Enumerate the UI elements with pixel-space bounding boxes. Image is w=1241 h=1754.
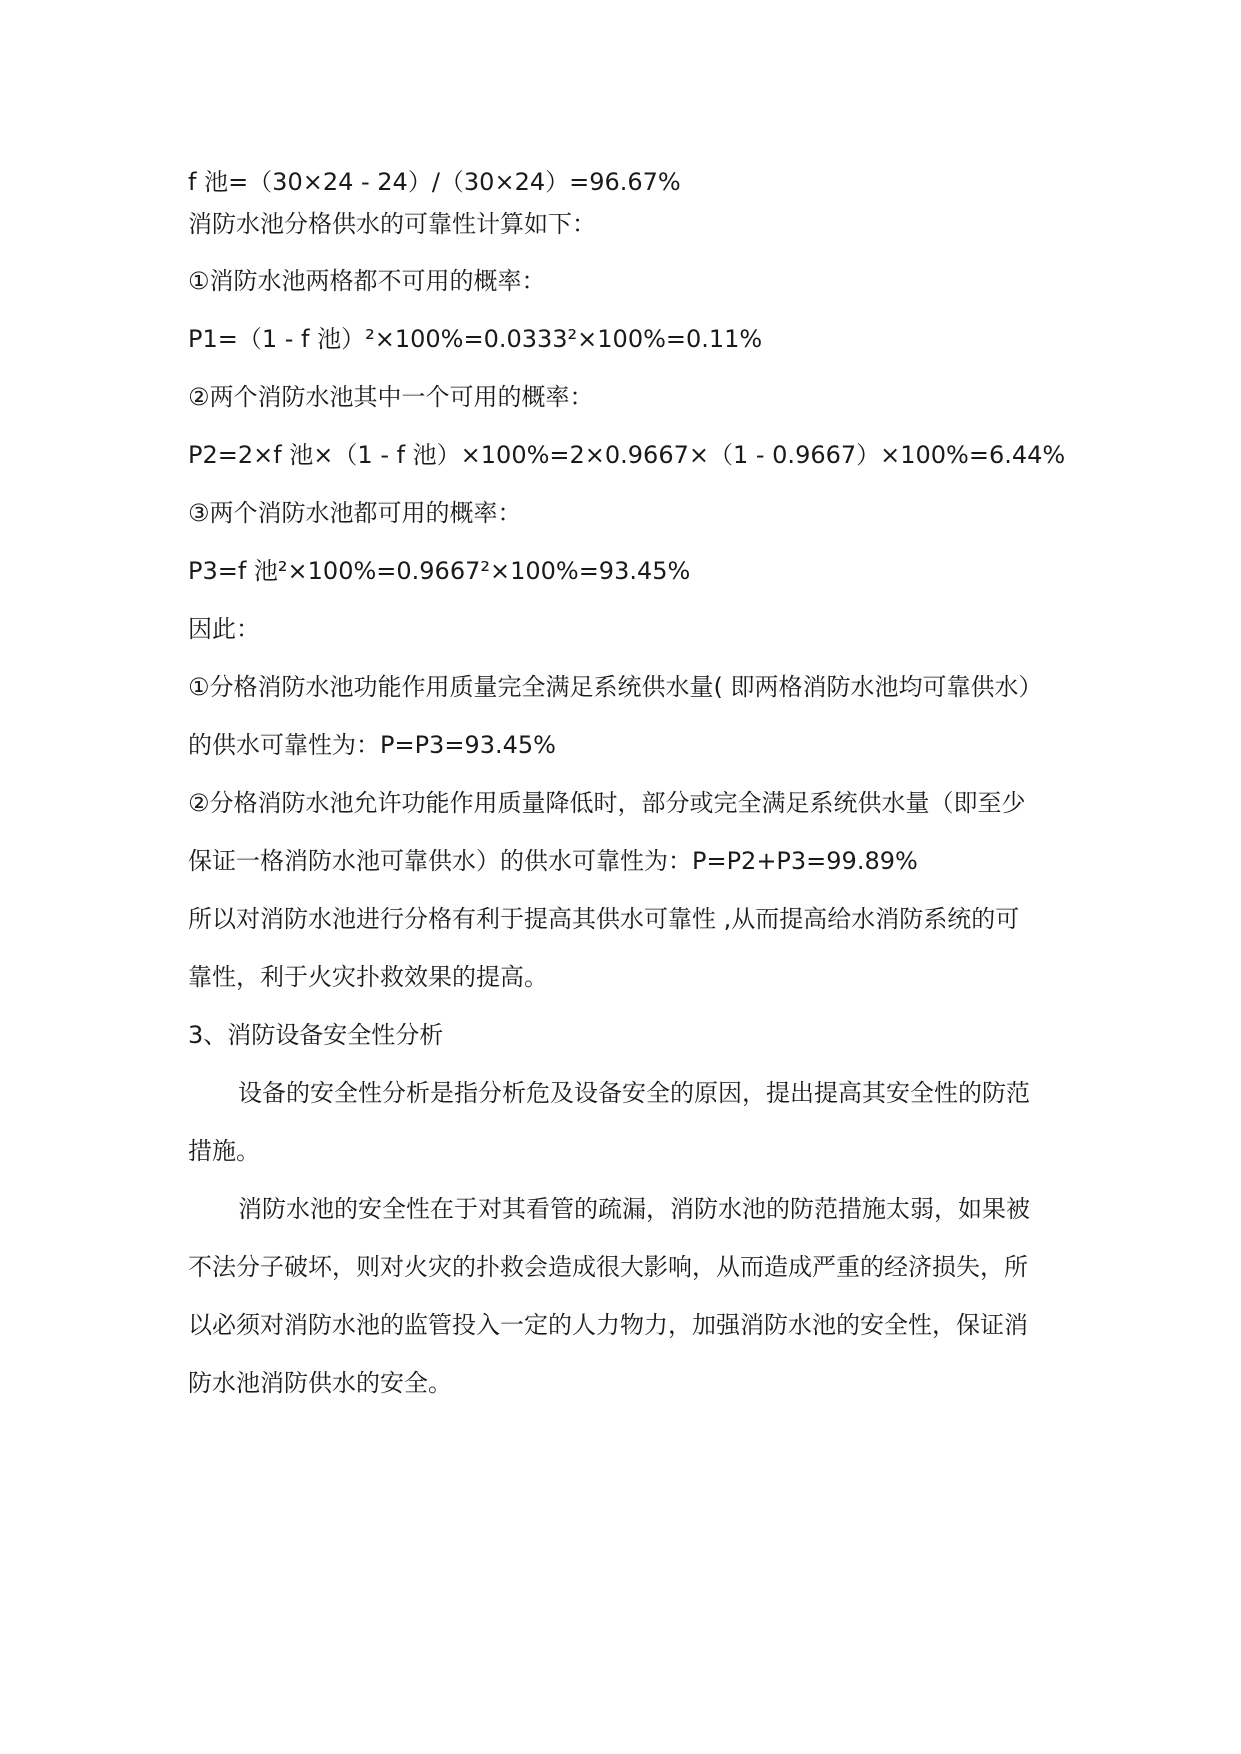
paragraph-text: 措施。 [188, 1137, 260, 1165]
paragraph-text: 不法分子破坏，则对火灾的扑救会造成很大影响，从而造成严重的经济损失，所 [188, 1253, 1028, 1281]
formula-p3: P3=f 池²×100%=0.9667²×100%=93.45% [188, 557, 691, 585]
paragraph-text: 设备的安全性分析是指分析危及设备安全的原因，提出提高其安全性的防范 [238, 1079, 1030, 1107]
paragraph-text: ①分格消防水池功能作用质量完全满足系统供水量( 即两格消防水池均可靠供水） [188, 673, 1043, 701]
formula-f-pool: f 池=（30×24 - 24）/（30×24）=96.67% [188, 168, 681, 196]
formula-p2: P2=2×f 池×（1 - f 池）×100%=2×0.9667×（1 - 0.9667）×100%=6.44% [188, 441, 1066, 469]
paragraph-text: 消防水池分格供水的可靠性计算如下： [188, 210, 596, 238]
paragraph-text: 防水池消防供水的安全。 [188, 1369, 452, 1397]
paragraph-text: 的供水可靠性为：P=P3=93.45% [188, 731, 556, 759]
section-heading: 3、消防设备安全性分析 [188, 1021, 444, 1049]
paragraph-text: 保证一格消防水池可靠供水）的供水可靠性为：P=P2+P3=99.89% [188, 847, 918, 875]
paragraph-text: ②分格消防水池允许功能作用质量降低时，部分或完全满足系统供水量（即至少 [188, 789, 1026, 817]
paragraph-text: 因此： [188, 615, 260, 643]
paragraph-text: 以必须对消防水池的监管投入一定的人力物力，加强消防水池的安全性，保证消 [188, 1311, 1028, 1339]
paragraph-text: 所以对消防水池进行分格有利于提高其供水可靠性 ,从而提高给水消防系统的可 [188, 905, 1020, 933]
formula-p1: P1=（1 - f 池）²×100%=0.0333²×100%=0.11% [188, 325, 763, 353]
paragraph-text: 消防水池的安全性在于对其看管的疏漏，消防水池的防范措施太弱，如果被 [238, 1195, 1030, 1223]
list-item-2: ②两个消防水池其中一个可用的概率： [188, 383, 594, 411]
list-item-3: ③两个消防水池都可用的概率： [188, 499, 522, 527]
paragraph-text: 靠性，利于火灾扑救效果的提高。 [188, 963, 548, 991]
list-item-1: ①消防水池两格都不可用的概率： [188, 267, 546, 295]
